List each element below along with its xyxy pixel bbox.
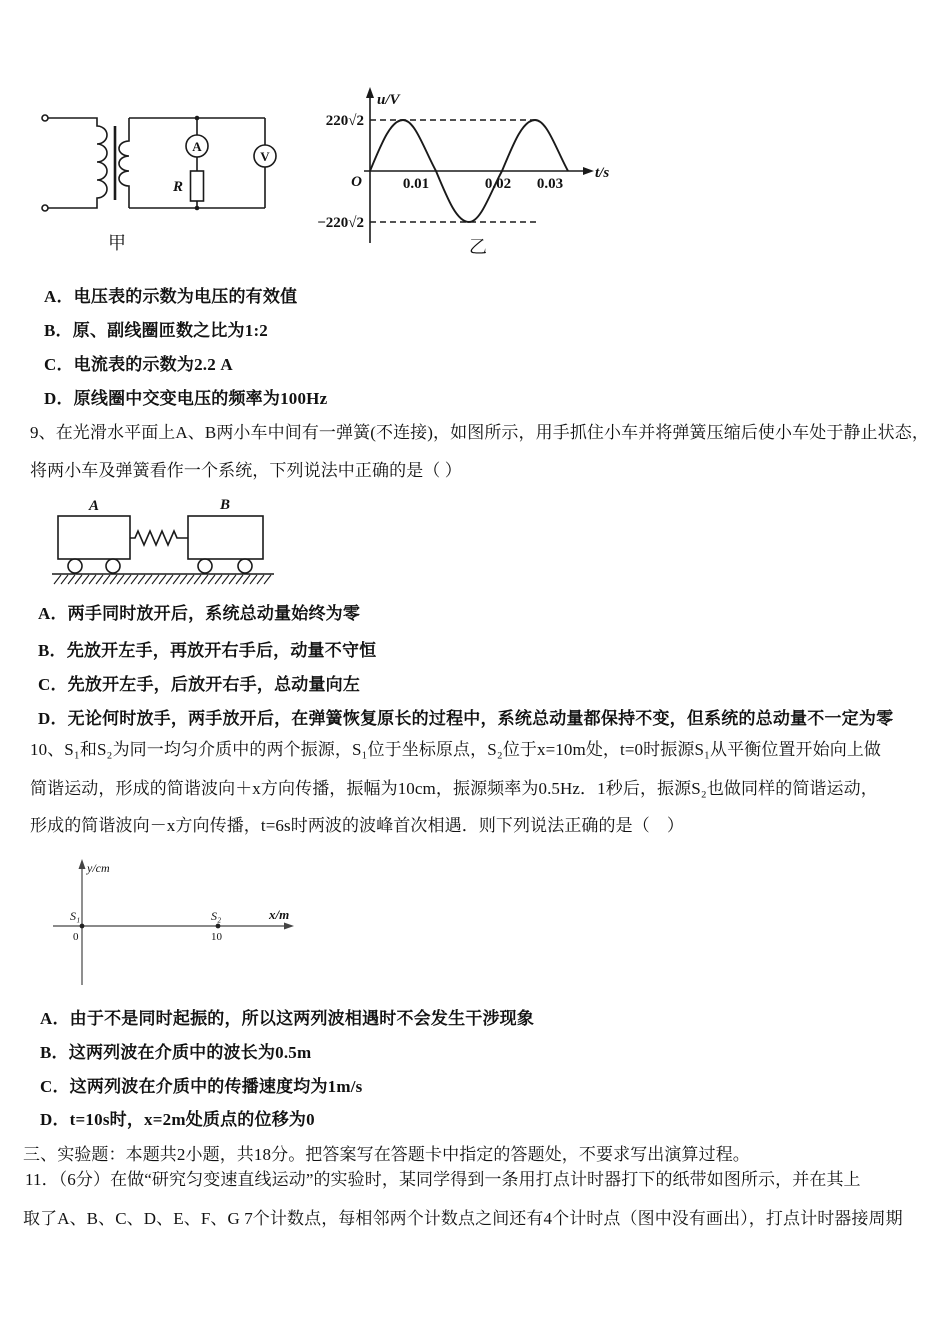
q10-option-b: B．这两列波在介质中的波长为0.5m	[40, 1043, 312, 1062]
secondary-circuit-wires	[129, 118, 265, 208]
cart-a-wheel	[106, 559, 120, 573]
x-axis-arrow-icon	[284, 923, 294, 930]
q8-option-b: B．原、副线圈匝数之比为1:2	[44, 321, 268, 340]
q10-stem-line1: 10、S₁和S₂为同一均匀介质中的两个振源，S₁位于坐标原点，S₂位于x=10m处，t=0时振源S₁从平衡位置开始向上做	[30, 740, 882, 759]
cart-a-wheel	[68, 559, 82, 573]
s2-label: S₂	[211, 909, 222, 923]
origin-label: O	[351, 174, 362, 190]
cart-a-label: A	[88, 498, 100, 514]
s2-point	[216, 924, 221, 929]
carts-spring-figure	[48, 496, 288, 591]
wave-sources-axes-figure	[45, 855, 305, 990]
x-tick-003: 0.03	[536, 176, 564, 192]
origin-tick-label: 0	[73, 931, 79, 943]
spring-icon	[130, 531, 188, 545]
terminal-top	[42, 115, 48, 121]
y-axis-arrow-icon	[79, 859, 86, 869]
q11-stem-line1: 11．（6分）在做“研究匀变速直线运动”的实验时，某同学得到一条用打点计时器打下的纸带如图所示，并在其上	[25, 1170, 861, 1189]
q10-option-d: D．t=10s时，x=2m处质点的位移为0	[40, 1110, 315, 1129]
q8-option-a: A．电压表的示数为电压的有效值	[44, 287, 298, 306]
x10-tick-label: 10	[211, 931, 222, 943]
cart-a-body	[58, 516, 130, 559]
transformer-circuit-figure	[25, 93, 305, 263]
cart-b-body	[188, 516, 263, 559]
q10-stem-line3: 形成的简谐波向－x方向传播，t=6s时两波的波峰首次相遇．则下列说法正确的是（ ）	[30, 816, 685, 835]
resistor-icon	[191, 171, 204, 201]
voltmeter-label: V	[260, 149, 270, 164]
q9-stem-line1: 9、在光滑水平面上A、B两小车中间有一弹簧(不连接)，如图所示，用手抓住小车并将弹簧压缩后使小车处于静止状态，	[30, 423, 929, 442]
q9-stem-line2: 将两小车及弹簧看作一个系统，下列说法中正确的是（ ）	[30, 461, 462, 480]
x-axis-label: x/m	[269, 907, 290, 922]
q10-option-a: A．由于不是同时起振的，所以这两列波相遇时不会发生干涉现象	[40, 1009, 535, 1028]
q11-stem-line2: 取了A、B、C、D、E、F、G 7个计数点，每相邻两个计数点之间还有4个计时点（图中没有画出），打点计时器接周期	[23, 1209, 903, 1228]
ground-hatching	[54, 575, 271, 584]
cart-b-wheel	[198, 559, 212, 573]
q9-option-d: D．无论何时放手，两手放开后，在弹簧恢复原长的过程中，系统总动量都保持不变，但系统的总动量不一定为零	[38, 709, 894, 728]
q8-option-c: C．电流表的示数为2.2 A	[44, 355, 233, 374]
cart-b-label: B	[219, 497, 231, 513]
terminal-bottom	[42, 205, 48, 211]
peak-value-label: 220√2	[325, 113, 364, 129]
x-tick-001: 0.01	[402, 176, 430, 192]
secondary-coil	[119, 118, 129, 208]
ammeter-label: A	[192, 139, 202, 154]
s1-point	[80, 924, 85, 929]
y-axis-arrow-icon	[366, 87, 374, 98]
resistor-label: R	[172, 179, 183, 195]
q10-stem-line2: 简谐运动，形成的简谐波向＋x方向传播，振幅为10cm，振源频率为0.5Hz．1秒后，振源S₂也做同样的简谐运动，	[30, 779, 878, 798]
trough-value-label: −220√2	[317, 215, 364, 231]
q8-option-d: D．原线圈中交变电压的频率为100Hz	[44, 389, 328, 408]
junction-dot-bottom	[195, 206, 200, 211]
s1-label: S₁	[70, 909, 81, 923]
x-axis-label: t/s	[595, 165, 610, 181]
primary-coil	[48, 118, 107, 208]
q9-option-a: A．两手同时放开后，系统总动量始终为零	[38, 604, 361, 623]
junction-dot-top	[195, 116, 200, 121]
x-axis-arrow-icon	[583, 167, 594, 175]
q9-option-c: C．先放开左手，后放开右手，总动量向左	[38, 675, 361, 694]
x-tick-002: 0.02	[484, 176, 512, 192]
y-axis-label: y/cm	[87, 861, 110, 875]
q10-option-c: C．这两列波在介质中的传播速度均为1m/s	[40, 1077, 363, 1096]
figure-caption-yi: 乙	[469, 237, 487, 257]
cart-b-wheel	[238, 559, 252, 573]
ac-voltage-waveform-figure	[298, 83, 618, 263]
figure-caption-jia: 甲	[108, 233, 126, 253]
section3-header: 三、实验题：本题共2小题，共18分。把答案写在答题卡中指定的答题处，不要求写出演算过程。	[23, 1145, 750, 1164]
q9-option-b: B．先放开左手，再放开右手后，动量不守恒	[38, 641, 377, 660]
y-axis-label: u/V	[377, 92, 400, 108]
